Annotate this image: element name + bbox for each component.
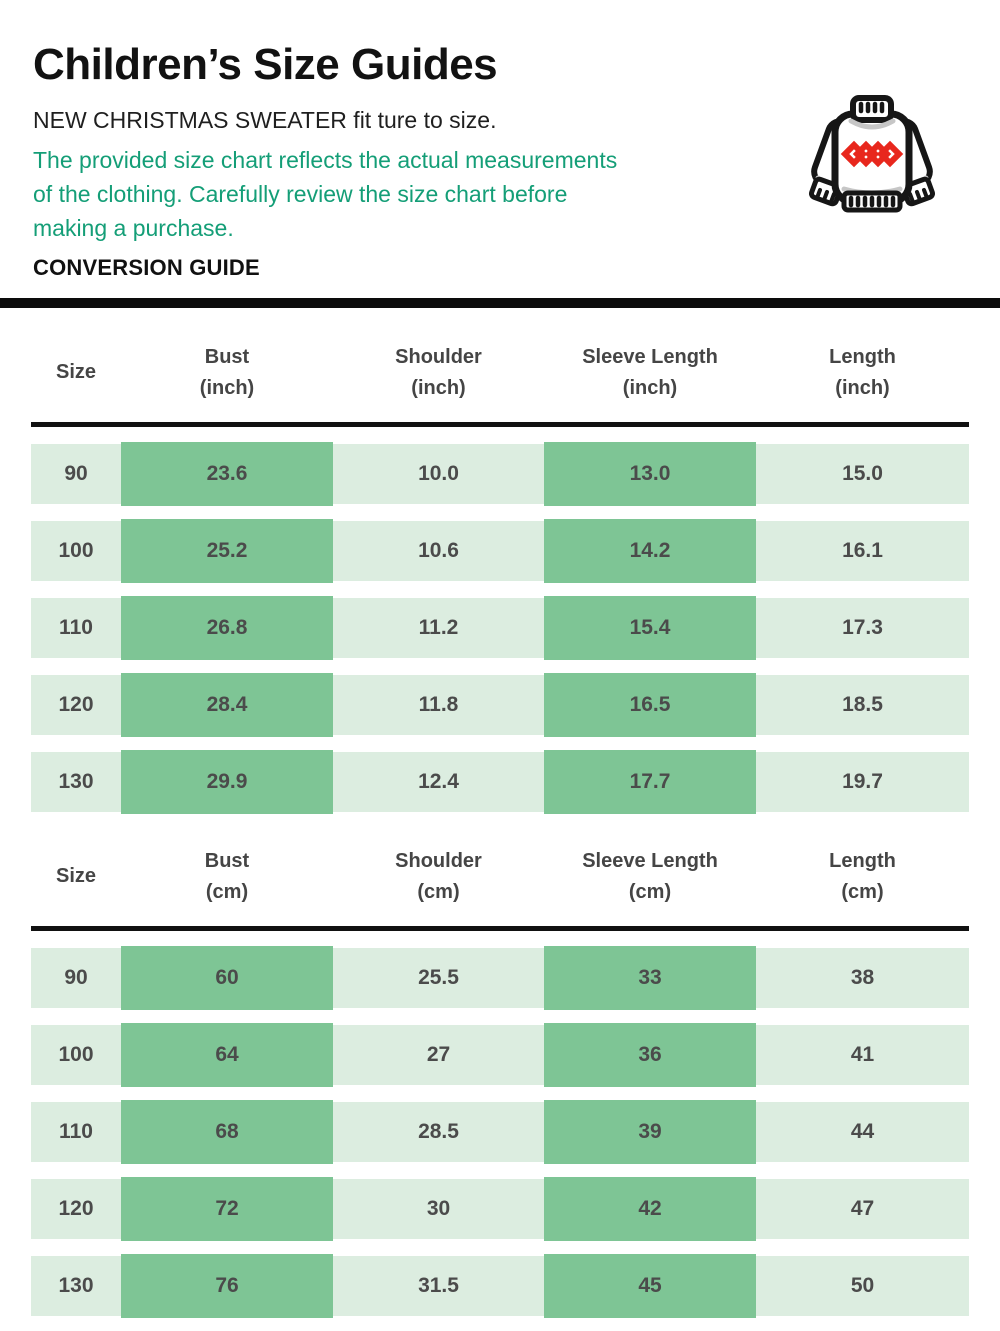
column-label: Length xyxy=(829,345,896,368)
shoulder-cell: 11.2 xyxy=(333,598,544,658)
column-label: Length xyxy=(829,849,896,872)
table-header-rule xyxy=(31,926,969,931)
sleeve-length-cell: 36 xyxy=(544,1023,756,1087)
table-row xyxy=(31,521,969,581)
size-cell: 120 xyxy=(31,1179,121,1239)
length-cell: 17.3 xyxy=(756,598,969,658)
table-row xyxy=(31,1179,969,1239)
column-header-shoulder xyxy=(333,846,544,908)
sleeve-length-cell: 17.7 xyxy=(544,750,756,814)
column-unit: (inch) xyxy=(835,376,890,399)
conversion-guide-label: CONVERSION GUIDE xyxy=(33,254,260,280)
column-header-bust xyxy=(121,342,333,404)
bust-cell: 68 xyxy=(121,1100,333,1164)
length-cell: 19.7 xyxy=(756,752,969,812)
length-cell: 44 xyxy=(756,1102,969,1162)
size-cell: 90 xyxy=(31,444,121,504)
column-unit: (inch) xyxy=(199,376,255,399)
column-unit: (inch) xyxy=(411,376,466,399)
column-header-sleeve-length xyxy=(544,846,756,908)
page-title: Children’s Size Guides xyxy=(33,40,498,89)
bust-cell: 25.2 xyxy=(121,519,333,583)
bust-cell: 26.8 xyxy=(121,596,333,660)
table-row xyxy=(31,1102,969,1162)
size-cell: 120 xyxy=(31,675,121,735)
size-table-cm xyxy=(31,812,969,1316)
column-unit: (cm) xyxy=(417,880,460,903)
size-cell: 110 xyxy=(31,598,121,658)
size-cell: 130 xyxy=(31,752,121,812)
column-label: Shoulder xyxy=(395,849,482,872)
sleeve-length-cell: 39 xyxy=(544,1100,756,1164)
column-unit: (cm) xyxy=(841,880,884,903)
shoulder-cell: 27 xyxy=(333,1025,544,1085)
table-header xyxy=(31,308,969,422)
table-row xyxy=(31,752,969,812)
column-unit: (inch) xyxy=(622,376,678,399)
shoulder-cell: 12.4 xyxy=(333,752,544,812)
column-header-bust xyxy=(121,846,333,908)
size-cell: 100 xyxy=(31,521,121,581)
size-cell: 90 xyxy=(31,948,121,1008)
shoulder-cell: 11.8 xyxy=(333,675,544,735)
length-cell: 38 xyxy=(756,948,969,1008)
bust-cell: 60 xyxy=(121,946,333,1010)
length-cell: 16.1 xyxy=(756,521,969,581)
column-label: Bust xyxy=(204,345,250,368)
column-header-length xyxy=(756,846,969,908)
table-row xyxy=(31,948,969,1008)
description-line: of the clothing. Carefully review the size chart before xyxy=(33,180,568,207)
christmas-sweater-icon xyxy=(804,90,940,224)
bust-cell: 76 xyxy=(121,1254,333,1318)
bust-cell: 72 xyxy=(121,1177,333,1241)
column-header-shoulder xyxy=(333,342,544,404)
sleeve-length-cell: 42 xyxy=(544,1177,756,1241)
column-unit: (cm) xyxy=(205,880,249,903)
tables-area xyxy=(0,308,1000,1316)
column-label: Size xyxy=(55,865,97,888)
bust-cell: 29.9 xyxy=(121,750,333,814)
description-line: The provided size chart reflects the actual measurements xyxy=(33,146,618,173)
table-row xyxy=(31,598,969,658)
sleeve-length-cell: 16.5 xyxy=(544,673,756,737)
length-cell: 50 xyxy=(756,1256,969,1316)
column-label: Size xyxy=(55,361,97,384)
column-header-sleeve-length xyxy=(544,342,756,404)
shoulder-cell: 30 xyxy=(333,1179,544,1239)
sleeve-length-cell: 45 xyxy=(544,1254,756,1318)
sleeve-length-cell: 13.0 xyxy=(544,442,756,506)
subtitle: NEW CHRISTMAS SWEATER fit ture to size. xyxy=(33,106,497,133)
column-header-size xyxy=(31,357,121,388)
length-cell: 47 xyxy=(756,1179,969,1239)
sleeve-length-cell: 33 xyxy=(544,946,756,1010)
table-row xyxy=(31,1256,969,1316)
table-row xyxy=(31,1025,969,1085)
shoulder-cell: 31.5 xyxy=(333,1256,544,1316)
table-header xyxy=(31,812,969,926)
column-label: Bust xyxy=(204,849,250,872)
bust-cell: 64 xyxy=(121,1023,333,1087)
length-cell: 18.5 xyxy=(756,675,969,735)
size-cell: 110 xyxy=(31,1102,121,1162)
column-header-size xyxy=(31,861,121,892)
sleeve-length-cell: 14.2 xyxy=(544,519,756,583)
column-label: Sleeve Length xyxy=(582,345,718,368)
length-cell: 41 xyxy=(756,1025,969,1085)
bust-cell: 23.6 xyxy=(121,442,333,506)
column-label: Shoulder xyxy=(395,345,482,368)
table-row xyxy=(31,444,969,504)
bust-cell: 28.4 xyxy=(121,673,333,737)
size-cell: 100 xyxy=(31,1025,121,1085)
table-header-rule xyxy=(31,422,969,427)
column-unit: (cm) xyxy=(628,880,672,903)
header xyxy=(0,0,1000,281)
column-label: Sleeve Length xyxy=(582,849,718,872)
column-header-length xyxy=(756,342,969,404)
description-line: making a purchase. xyxy=(33,214,234,241)
size-cell: 130 xyxy=(31,1256,121,1316)
shoulder-cell: 10.6 xyxy=(333,521,544,581)
section-divider xyxy=(0,298,1000,308)
table-row xyxy=(31,675,969,735)
size-table-inch xyxy=(31,308,969,812)
shoulder-cell: 10.0 xyxy=(333,444,544,504)
length-cell: 15.0 xyxy=(756,444,969,504)
shoulder-cell: 28.5 xyxy=(333,1102,544,1162)
shoulder-cell: 25.5 xyxy=(333,948,544,1008)
sleeve-length-cell: 15.4 xyxy=(544,596,756,660)
